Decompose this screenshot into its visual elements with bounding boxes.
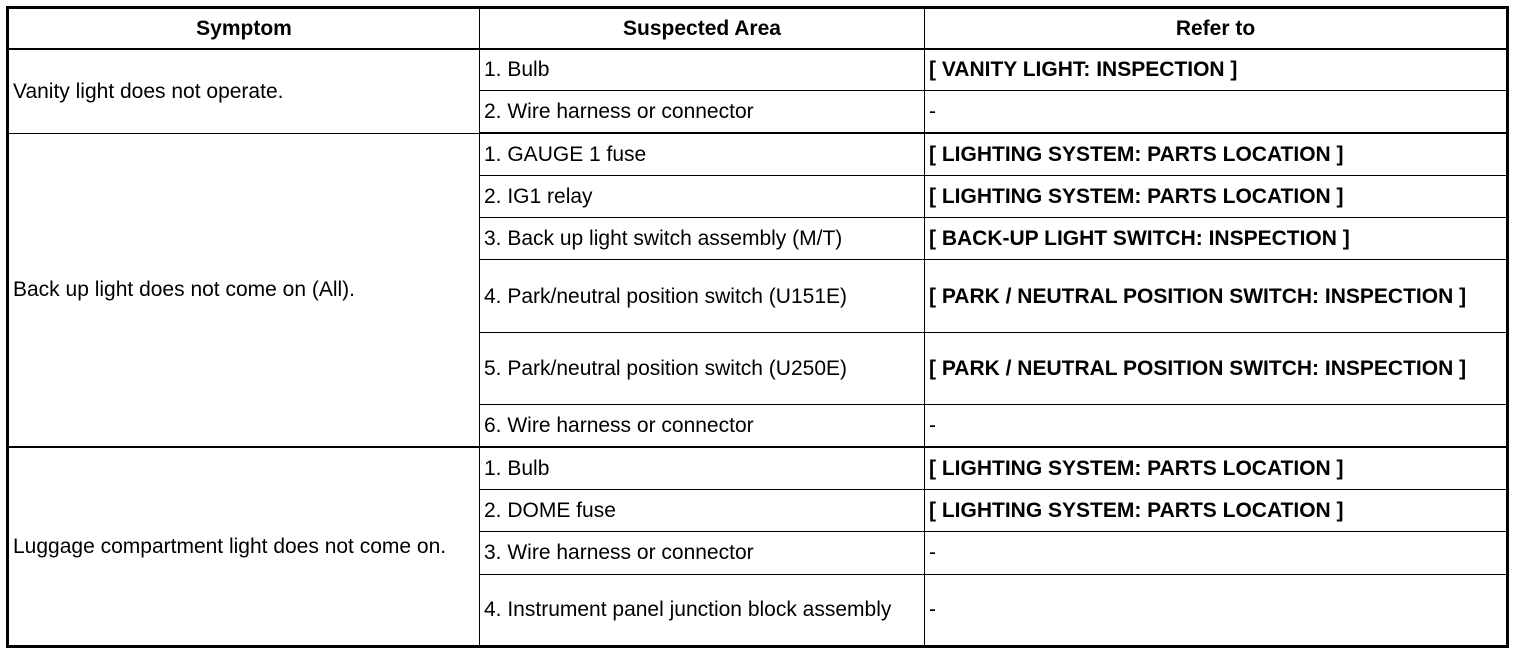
symptom-cell: Back up light does not come on (All). [8, 133, 480, 447]
refer-to-link[interactable]: [ PARK / NEUTRAL POSITION SWITCH: INSPECTION ] [925, 332, 1508, 404]
suspected-area-cell: 6. Wire harness or connector [480, 405, 925, 447]
header-suspected-area: Suspected Area [480, 8, 925, 49]
refer-to-cell: - [925, 91, 1508, 133]
symptom-cell: Vanity light does not operate. [8, 49, 480, 134]
refer-to-link[interactable]: [ LIGHTING SYSTEM: PARTS LOCATION ] [925, 175, 1508, 217]
suspected-area-cell: 1. Bulb [480, 49, 925, 91]
refer-to-cell: - [925, 405, 1508, 447]
refer-to-link[interactable]: [ BACK-UP LIGHT SWITCH: INSPECTION ] [925, 218, 1508, 260]
header-row [8, 8, 1508, 49]
suspected-area-cell: 2. Wire harness or connector [480, 91, 925, 133]
troubleshooting-table [6, 6, 1509, 648]
refer-to-cell: - [925, 532, 1508, 574]
suspected-area-cell: 1. Bulb [480, 447, 925, 489]
suspected-area-cell: 4. Park/neutral position switch (U151E) [480, 260, 925, 332]
refer-to-link[interactable]: [ PARK / NEUTRAL POSITION SWITCH: INSPECTION ] [925, 260, 1508, 332]
suspected-area-cell: 2. DOME fuse [480, 489, 925, 531]
suspected-area-cell: 4. Instrument panel junction block assembly [480, 574, 925, 647]
suspected-area-cell: 1. GAUGE 1 fuse [480, 133, 925, 175]
refer-to-cell: - [925, 574, 1508, 647]
refer-to-link[interactable]: [ LIGHTING SYSTEM: PARTS LOCATION ] [925, 133, 1508, 175]
refer-to-link[interactable]: [ LIGHTING SYSTEM: PARTS LOCATION ] [925, 489, 1508, 531]
suspected-area-cell: 3. Back up light switch assembly (M/T) [480, 218, 925, 260]
table-row [8, 133, 1508, 175]
table-row [8, 49, 1508, 91]
suspected-area-cell: 3. Wire harness or connector [480, 532, 925, 574]
refer-to-link[interactable]: [ VANITY LIGHT: INSPECTION ] [925, 49, 1508, 91]
symptom-cell: Luggage compartment light does not come on. [8, 447, 480, 646]
header-refer-to: Refer to [925, 8, 1508, 49]
header-symptom: Symptom [8, 8, 480, 49]
suspected-area-cell: 5. Park/neutral position switch (U250E) [480, 332, 925, 404]
suspected-area-cell: 2. IG1 relay [480, 175, 925, 217]
refer-to-link[interactable]: [ LIGHTING SYSTEM: PARTS LOCATION ] [925, 447, 1508, 489]
table-row [8, 447, 1508, 489]
